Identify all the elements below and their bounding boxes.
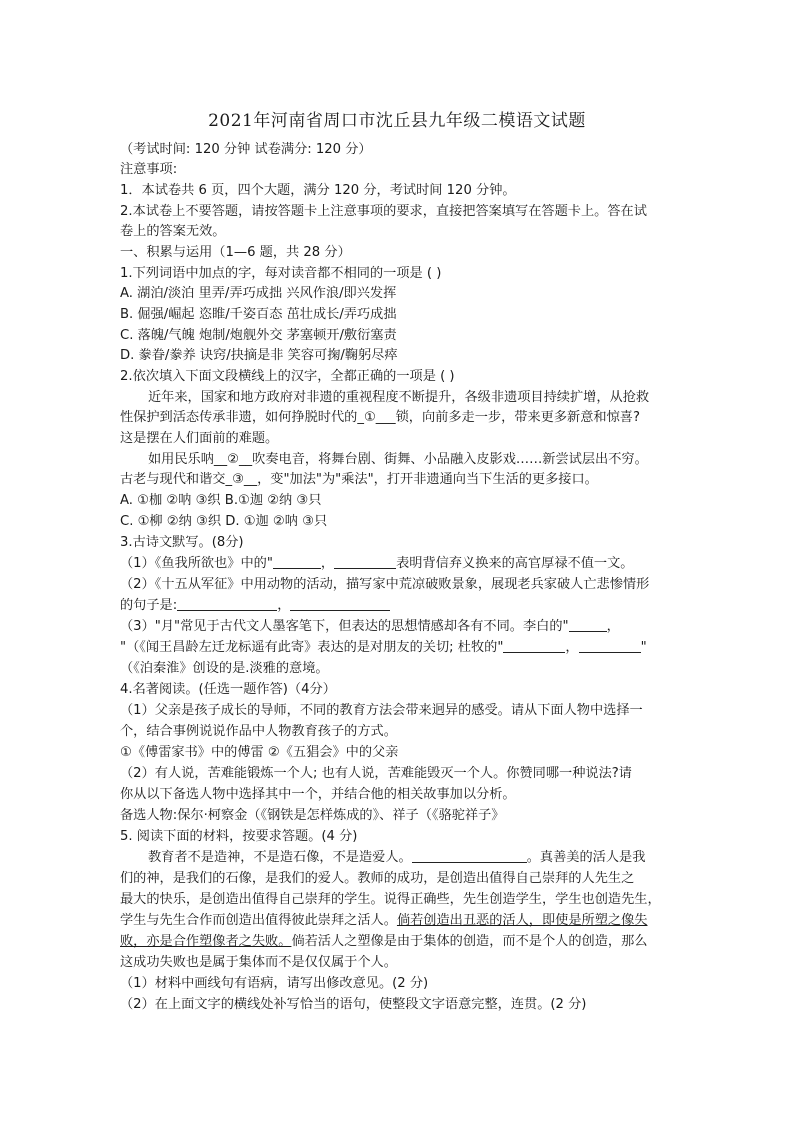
q2-passage-line: 近年来，国家和地方政府对非遗的重视程度不断提升，各级非遗项目持续扩增，从抢救 — [148, 390, 650, 405]
q4-line: （2）有人说，苦难能锻炼一个人; 也有人说，苦难能毁灭一个人。你赞同哪一种说法?请 — [120, 766, 632, 781]
q2-stem: 2.依次填入下面文段横线上的汉字，全都正确的一项是 ( ) — [120, 369, 455, 384]
q5-passage-line: 学生与先生合作而创造出值得彼此崇拜之活人。倘若创造出丑恶的活人，即使是所塑之像失 — [120, 913, 648, 928]
q5-passage-line: 们的神，是我们的石像，是我们的爱人。教师的成功，是创造出值得自己崇拜的人先生之 — [120, 871, 635, 886]
answer-blank[interactable] — [503, 638, 565, 653]
q3-item-1: （1）《鱼我所欲也》中的" ， 表明背信弃义换来的高官厚禄不值一文。 — [120, 556, 634, 571]
notice-item: 2.本试卷上不要答题，请按答题卡上注意事项的要求，直接把答案填写在答题卡上。答在试 — [120, 204, 647, 219]
q2-passage-line: 这是摆在人们面前的难题。 — [120, 431, 279, 446]
answer-blank[interactable] — [177, 596, 277, 611]
underlined-sentence: 败，亦是合作塑像者之失败。 — [120, 934, 292, 949]
answer-blank[interactable] — [579, 638, 641, 653]
notice-heading: 注意事项: — [120, 162, 178, 177]
q3-item-3-end: （《泊秦淮》创设的是.淡雅的意境。 — [120, 661, 329, 676]
q5-passage-line: 败，亦是合作塑像者之失败。倘若活人之塑像是由于集体的创造，而不是个人的创造，那么 — [120, 934, 648, 949]
q1-stem: 1.下列词语中加点的字，每对读音都不相同的一项是 ( ) — [120, 266, 442, 281]
q2-options-ab: A. ①枷 ②呐 ③织 B.①迦 ②纳 ③只 — [120, 493, 322, 508]
q5-subquestion-2: （2）在上面文字的横线处补写恰当的语句，使整段文字语意完整，连贯。(2 分) — [120, 997, 587, 1012]
q5-passage-line: 这成功失败也是属于集体而不是仅仅属于个人。 — [120, 955, 397, 970]
q2-passage-line: 古老与现代和谐交_③__，变"加法"为"乘法"，打开非遗通向当下生活的更多接口。 — [120, 472, 598, 487]
notice-item: 1．本试卷共 6 页，四个大题，满分 120 分，考试时间 120 分钟。 — [120, 183, 516, 198]
answer-blank[interactable] — [290, 596, 390, 611]
q4-line: （1）父亲是孩子成长的导师，不同的教育方法会带来迥异的感受。请从下面人物中选择一 — [120, 703, 643, 718]
q3-stem: 3.古诗文默写。(8分) — [120, 535, 244, 550]
q3-item-2-cont: 的句子是: ， — [120, 596, 390, 616]
underlined-sentence: 倘若创造出丑恶的活人，即使是所塑之像失 — [396, 913, 648, 928]
q3-item-2: （2）《十五从军征》中用动物的活动，描写家中荒凉破败景象，展现老兵家破人亡悲惨情形 — [120, 577, 650, 592]
answer-blank[interactable] — [334, 554, 396, 569]
q3-item-3-cont: "（《闻王昌龄左迁龙标遥有此寄》表达的是对朋友的关切; 杜牧的" ， " — [120, 640, 647, 655]
q1-option-a: A. 湖泊/淡泊 里弄/弄巧成拙 兴风作浪/即兴发挥 — [120, 286, 397, 301]
exam-meta: （考试时间: 120 分钟 试卷满分: 120 分） — [120, 142, 372, 157]
q4-line: ①《傅雷家书》中的傅雷 ②《五猖会》中的父亲 — [120, 745, 399, 760]
answer-blank[interactable] — [569, 617, 607, 632]
q4-line: 个，结合事例说说作品中人物教育孩子的方式。 — [120, 724, 397, 739]
q5-passage-line: 最大的快乐，是创造出值得自己崇拜的学生。说得正确些，先生创造学生，学生也创造先生， — [120, 892, 661, 907]
q2-passage-line: 性保护到活态传承非遗，如何挣脱时代的_①___锁，向前多走一步，带来更多新意和惊喜? — [120, 410, 640, 425]
answer-blank[interactable] — [412, 848, 527, 863]
answer-blank[interactable] — [273, 554, 321, 569]
q2-options-cd: C. ①柳 ②纳 ③织 D. ①迦 ②呐 ③只 — [120, 514, 328, 529]
q4-line: 备选人物:保尔·柯察金（《钢铁是怎样炼成的》、祥子（《骆驼祥子》 — [120, 808, 505, 823]
q1-option-c: C. 落魄/气魄 炮制/炮舰外交 茅塞顿开/敷衍塞责 — [120, 328, 397, 343]
q4-stem: 4.名著阅读。(任选一题作答)（4分） — [120, 682, 336, 697]
section-heading: 一、积累与运用（1—6 题，共 28 分） — [120, 245, 351, 260]
notice-item: 卷上的答案无效。 — [120, 224, 226, 239]
q4-line: 你从以下备选人物中选择其中一个，并结合他的相关故事加以分析。 — [120, 787, 516, 802]
q3-item-3: （3）"月"常见于古代文人墨客笔下，但表达的思想情感却各有不同。李白的" ， — [120, 619, 620, 634]
q5-subquestion-1: （1）材料中画线句有语病，请写出修改意见。(2 分) — [120, 976, 429, 991]
q2-passage-line: 如用民乐呐__②__吹奏电音，将舞台剧、街舞、小品融入皮影戏……新尝试层出不穷。 — [148, 452, 648, 467]
page-title: 2021年河南省周口市沈丘县九年级二模语文试题 — [208, 111, 586, 131]
q5-stem: 5. 阅读下面的材料，按要求答题。(4 分) — [120, 829, 358, 844]
q1-option-b: B. 倔强/崛起 恣睢/千姿百态 茁壮成长/弄巧成拙 — [120, 307, 397, 322]
q5-passage-line: 教育者不是造神，不是造石像，不是造爱人。 。真善美的活人是我 — [148, 850, 646, 865]
q1-option-d: D. 豢眷/豢养 诀窍/抉摘是非 笑容可掬/鞠躬尽瘁 — [120, 348, 398, 363]
